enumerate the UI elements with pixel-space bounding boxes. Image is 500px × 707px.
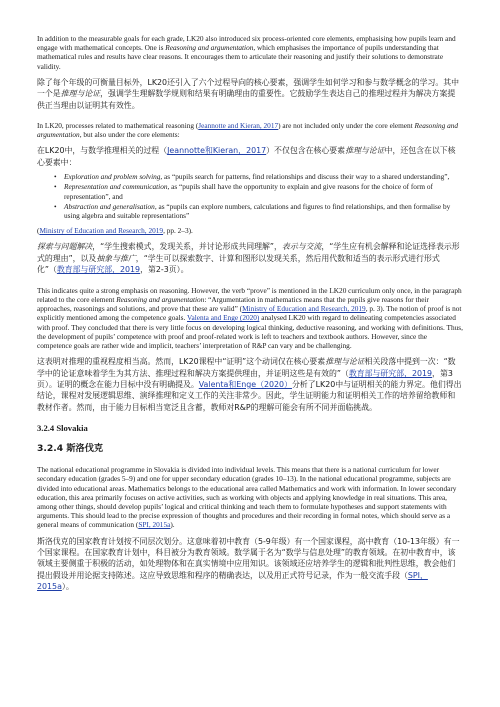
paragraph-en-lk20-processes — [37, 121, 463, 139]
paragraph-en-core-elements — [37, 34, 463, 71]
citation-link[interactable]: Ministry of Education and Research, 2019 — [39, 226, 164, 236]
text-run: , as “pupils can explore numbers, calculations and figures to find relationships, and then formalise by using algebra and suitable representations” — [64, 201, 451, 221]
citation-link[interactable]: Jeannotte and Kieran, 2017 — [198, 121, 279, 131]
citation-link[interactable]: 教育部与研究部，2019 — [56, 265, 141, 275]
list-item — [64, 202, 463, 220]
emphasis-term: Representation and communication — [64, 182, 168, 192]
text-run: ）不仅包含在核心要素 — [266, 146, 346, 156]
text-run: analysed LK20 with regard to delineating competencies associated with proof. They concluded that there is very little focus on developing logical thinking, deductive reasoning, and working with definitions. Thus, the development of pupils’ competence with proof and proof-related work is left to teachers and textbook authors. However, since the competence goals are rather wide and implicit, teachers’ interpretation of R&P can vary and be challenging. — [37, 313, 463, 350]
emphasis-reasoning: Reasoning and argumentation — [165, 43, 254, 53]
text-run: 除了每个年级的可衡量目标外，LK20还引入了六个过程导向的核心要素，强调学生如何学习和参与数学概念的学习。其中一个是 — [37, 77, 460, 99]
emphasis-reasoning: Reasoning and argumentation — [37, 121, 459, 140]
text-run: ，“学生应有机会解释和论证选择表示形式的理由”，以及 — [37, 242, 460, 263]
text-run: 在LK20中，与数学推理相关的过程（ — [37, 146, 168, 156]
emphasis-term: 抽象与推广 — [96, 253, 136, 263]
text-run: 相关段落中提到一次：“数学中的论证意味着学生为其方法、推理过程和解决方案提供理由，并证明这些是有效的”（ — [37, 357, 456, 378]
text-run: ) are not included only under the core element — [278, 121, 415, 131]
text-run: , which emphasises the importance of pupils understanding that mathematical rules and results have clear reasons. It encourages them to articulate their reasoning and justify their solutions to demonstrate validity. — [37, 43, 444, 71]
paragraph-zh-proof — [37, 356, 463, 413]
core-elements-list — [37, 172, 463, 220]
paragraph-en-proof — [37, 286, 463, 350]
list-item — [64, 172, 463, 181]
text-run: ）。 — [61, 582, 74, 592]
emphasis-term: 表示与交流 — [281, 242, 322, 252]
emphasis-term: Abstraction and generalisation — [64, 201, 155, 211]
text-run: , as “pupils shall have the opportunity to explain and give reasons for the choice of form of representation”, and — [64, 182, 433, 201]
section-heading-zh: 3.2.4 斯洛伐克 — [37, 443, 104, 455]
text-run: , as “pupils search for patterns, find relationships and discuss their way to a shared understanding”, — [160, 172, 450, 182]
text-run: 这表明对推理的重视程度相当高。然而，LK20课程中“证明”这个动词仅在核心要素 — [37, 357, 326, 367]
emphasis-term: Exploration and problem solving — [64, 172, 161, 182]
text-run: ，第3页）。证明的概念在能力目标中没有明确提及。 — [37, 368, 453, 389]
text-run: ，强调学生理解数学规则和结果有明确理由的重要性。它鼓励学生表达自己的推理过程并为解决方案提供正当理由以证明其有效性。 — [37, 89, 456, 110]
paragraph-zh-core-elements — [37, 77, 463, 111]
text-run: In addition to the measurable goals for each grade, LK20 also introduced six process-oriented core elements, emphasising how pupils learn and engage with mathematical concepts. One is — [37, 34, 456, 53]
text-run: ，“学生可以探索数字、计算和图形以发现关系，然后用代数和适当的表示形式进行形式化”（ — [37, 253, 440, 275]
citation-link[interactable]: Valenta and Enge (2020) — [187, 313, 260, 323]
emphasis-reasoning: 推理与论证 — [325, 357, 365, 367]
text-run: This indicates quite a strong emphasis on reasoning. However, the verb “prove” is mentioned in the LK20 curriculum only once, in the paragraph related to the core element — [37, 285, 462, 304]
paragraph-en-slovakia — [37, 465, 463, 529]
text-run: ，第2-3页）。 — [140, 265, 189, 275]
text-run: In LK20, processes related to mathematical reasoning ( — [37, 121, 199, 131]
text-run: , but also under the core elements: — [79, 130, 180, 140]
text-run: 分析了LK20中与证明相关的能力界定。他们得出结论，课程对发展逻辑思维、演绎推理和定义工作的关注非常少。因此，学生证明能力和证明相关工作的培养留给教师和教材作者。然而，由于能力目标相当宽泛且含蓄，教师对R&P的理解可能会有所不同并面临挑战。 — [37, 379, 462, 412]
text-run: 斯洛伐克的国家教育计划按不同层次划分。这意味着初中教育（5-9年级）有一个国家课程，高中教育（10-13年级）有一个国家课程。在国家教育计划中，科目被分为教育领域。数学属于名为“数学与信息处理”的教育领域。在初中教育中，该领域主要侧重于积极的活动，如处理物体和在真实情境中应用知识。该领域还应培养学生的逻辑和批判性思维，教会他们提出假设并用论据支持陈述。这应导致思维和程序的精确表达，以及用正式符号记录，作为一般交流手段（ — [37, 536, 460, 580]
section-heading-en: 3.2.4 Slovakia — [37, 423, 88, 434]
list-item — [64, 182, 463, 200]
citation-link[interactable]: SPI, 2015a — [138, 520, 171, 530]
text-run: 中，还包含在以下核心要素中： — [37, 146, 456, 167]
emphasis-reasoning: 推理与论证 — [60, 89, 101, 99]
citation-link[interactable]: Valenta和Enge（2020） — [198, 379, 292, 389]
paragraph-zh-lk20-processes — [37, 145, 463, 168]
citation-link[interactable]: 教育部与研究部，2019 — [348, 368, 433, 378]
citation-link[interactable]: SPI，2015a — [37, 570, 428, 592]
paragraph-zh-slovakia — [37, 536, 463, 593]
text-run: The national educational programme in Slovakia is divided into individual levels. This means that there is a national curriculum for lower secondary education (grades 5–9) and one for upper secondary education (grades 10–13). In the national educational programme, subjects are divided into educational areas. Mathematics belongs to the educational area called Mathematics and work with information. In lower secondary education, this area primarily focuses on active activities, such as working with objects and applying knowledge in real situations. This area, among other things, should develop pupils’ logical and critical thinking and teach them to formulate hypotheses and support statements with arguments. This should lead to the precise expression of thoughts and procedures and their recording in formal notes, which should serve as a general means of communication ( — [37, 465, 457, 530]
text-run: ，“学生搜索模式，发现关系，并讨论形成共同理解”， — [92, 242, 282, 252]
emphasis-reasoning: 推理与论证 — [345, 146, 385, 156]
citation-link[interactable]: Ministry of Education and Research, 2019 — [242, 304, 366, 314]
text-run: : “Argumentation in mathematics means that the pupils give reasons for their approaches, reasonings and solutions, and prove that these are valid” ( — [37, 294, 429, 314]
text-run: , p. 3). The notion of proof is not explicitly mentioned among the competence goals. — [37, 304, 462, 323]
text-run: ). — [170, 520, 175, 530]
paragraph-zh-core-elements-list — [37, 241, 463, 275]
citation-paragraph-en — [37, 226, 463, 235]
emphasis-term: 探索与问题解决 — [37, 242, 93, 252]
text-run: , pp. 2–3). — [163, 226, 193, 236]
text-run: ( — [37, 226, 40, 236]
citation-link[interactable]: Jeannotte和Kieran，2017 — [167, 146, 267, 156]
emphasis-reasoning: Reasoning and argumentation — [116, 294, 205, 304]
